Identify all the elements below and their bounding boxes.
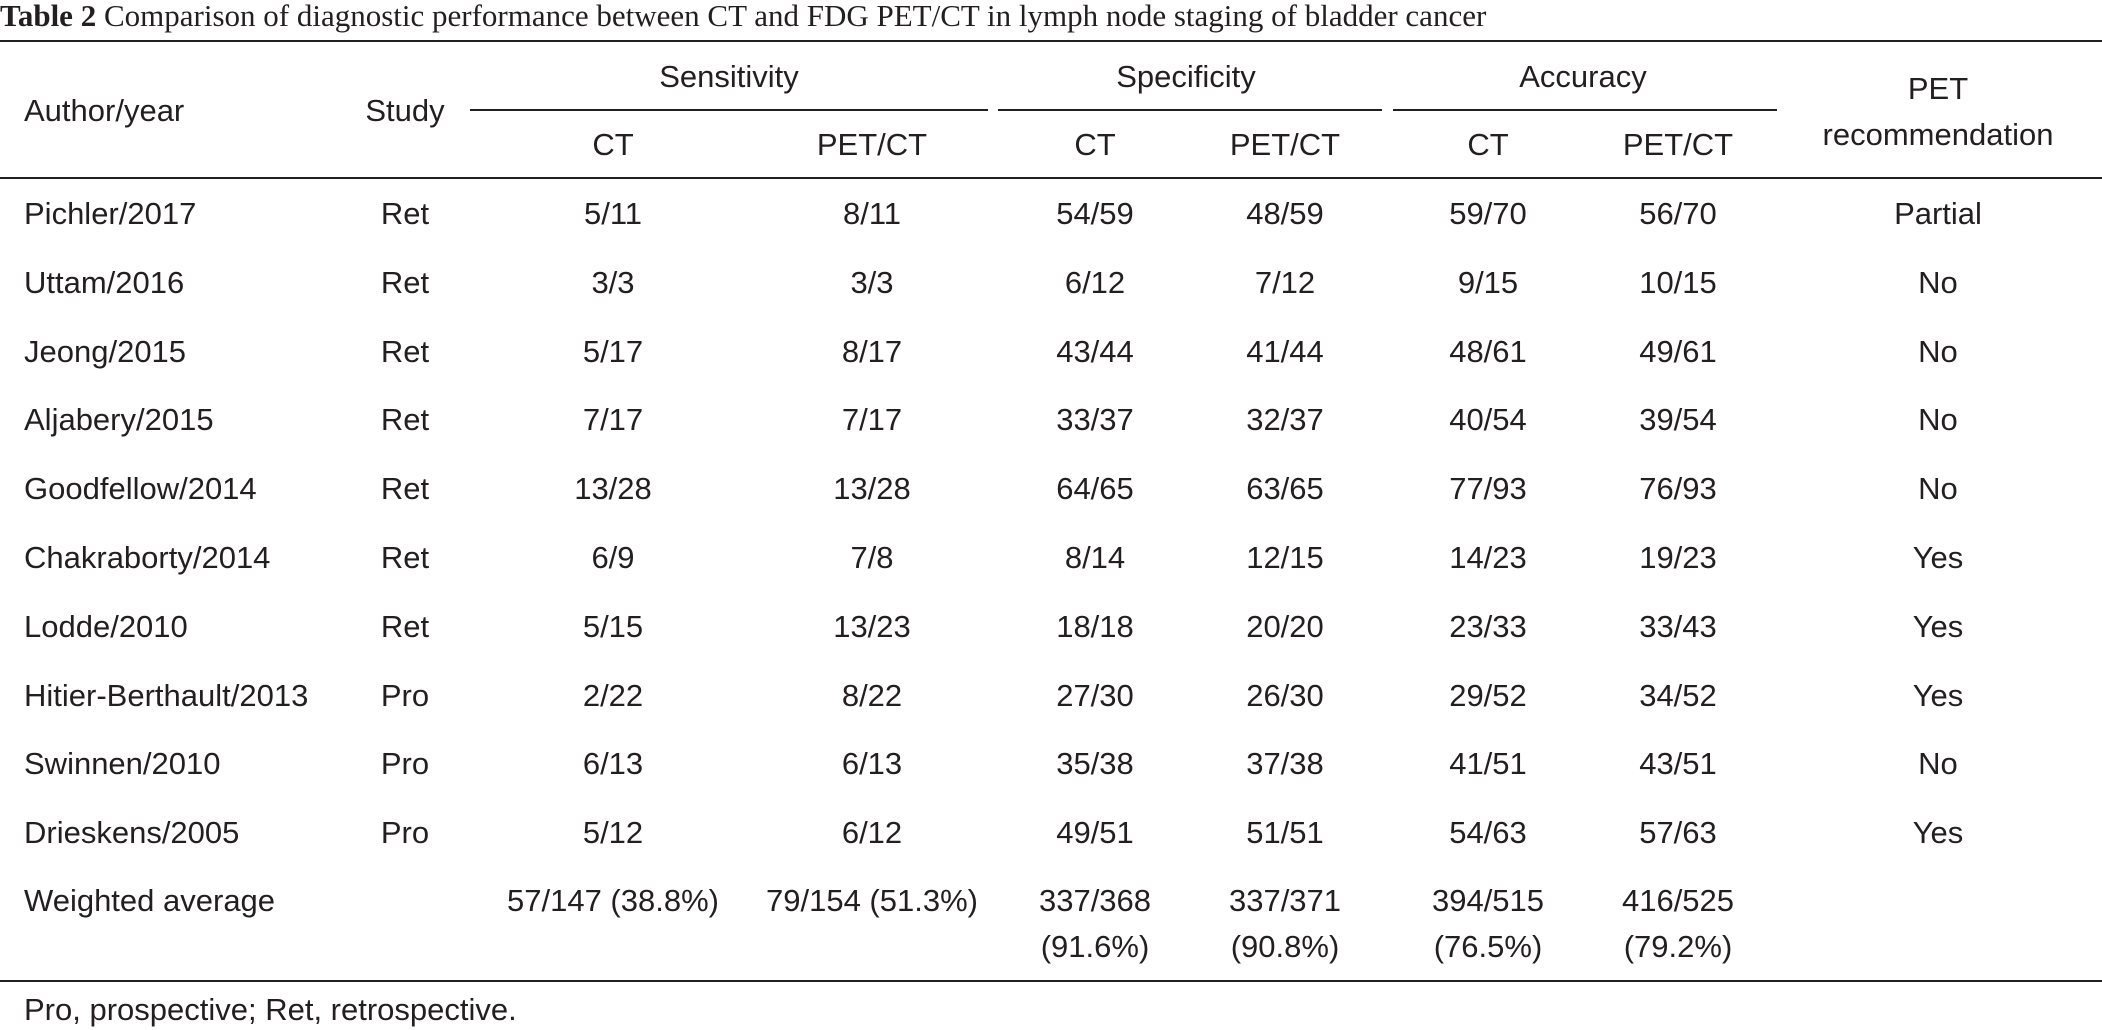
cell-sens-petct: 8/22	[841, 678, 903, 713]
cell-pet-recommendation: No	[1918, 471, 1958, 506]
cell-spec-petct: 63/65	[1246, 471, 1324, 506]
cell-spec-ct: 8/14	[1064, 540, 1126, 575]
cell-acc-ct: 77/93	[1449, 471, 1527, 506]
cell-acc-ct: 54/63	[1449, 815, 1527, 850]
cell-sens-petct: 3/3	[850, 265, 894, 300]
cell-author: Swinnen/2010	[24, 746, 221, 781]
cell-acc-ct: 40/54	[1449, 402, 1527, 437]
footnote: Pro, prospective; Ret, retrospective.	[24, 992, 517, 1027]
cell-spec-ct: 49/51	[1056, 815, 1134, 850]
cell-acc-petct: 33/43	[1639, 609, 1717, 644]
cell-spec-ct: 35/38	[1056, 746, 1134, 781]
cell-sens-ct: 5/17	[582, 334, 644, 369]
cell-acc-petct: 43/51	[1639, 746, 1717, 781]
cell-study: Pro	[380, 815, 430, 850]
cell-sens-ct: 5/15	[582, 609, 644, 644]
weighted-spec-petct-value: 337/371	[1228, 883, 1342, 918]
cell-pet-recommendation: No	[1918, 746, 1958, 781]
cell-sens-petct: 8/11	[842, 196, 902, 231]
cell-pet-recommendation: Yes	[1912, 815, 1964, 850]
cell-study: Ret	[380, 402, 430, 437]
table-label: Table 2	[0, 0, 97, 33]
cell-spec-ct: 6/12	[1064, 265, 1126, 300]
weighted-sens-ct: 57/147 (38.8%)	[507, 883, 719, 918]
header-pet-line2: recommendation	[1822, 117, 2054, 152]
cell-pet-recommendation: Yes	[1912, 540, 1964, 575]
cell-sens-petct: 7/8	[850, 540, 894, 575]
cell-spec-ct: 18/18	[1056, 609, 1134, 644]
cell-acc-ct: 59/70	[1449, 196, 1527, 231]
header-study: Study	[365, 93, 445, 128]
cell-study: Pro	[380, 678, 430, 713]
cell-spec-ct: 54/59	[1056, 196, 1134, 231]
cell-author: Pichler/2017	[24, 196, 197, 231]
cell-sens-ct: 5/11	[583, 196, 643, 231]
cell-acc-petct: 39/54	[1639, 402, 1717, 437]
header-acc-ct: CT	[1467, 127, 1509, 162]
cell-author: Chakraborty/2014	[24, 540, 271, 575]
cell-sens-petct: 8/17	[841, 334, 903, 369]
header-sens-petct: PET/CT	[816, 127, 928, 162]
cell-sens-ct: 3/3	[591, 265, 635, 300]
cell-author: Jeong/2015	[24, 334, 187, 369]
cell-pet-recommendation: Yes	[1912, 609, 1964, 644]
cell-acc-ct: 23/33	[1449, 609, 1527, 644]
cell-acc-petct: 57/63	[1639, 815, 1717, 850]
table-title: Comparison of diagnostic performance between CT and FDG PET/CT in lymph node staging of bladder cancer	[96, 0, 1487, 33]
cell-author: Goodfellow/2014	[24, 471, 257, 506]
cell-spec-petct: 51/51	[1246, 815, 1324, 850]
cell-study: Pro	[380, 746, 430, 781]
header-spec-ct: CT	[1074, 127, 1116, 162]
cell-spec-petct: 12/15	[1246, 540, 1324, 575]
cell-sens-ct: 13/28	[574, 471, 652, 506]
cell-sens-petct: 6/13	[841, 746, 903, 781]
cell-acc-petct: 56/70	[1639, 196, 1717, 231]
cell-acc-petct: 49/61	[1639, 334, 1717, 369]
cell-sens-petct: 13/23	[833, 609, 911, 644]
cell-pet-recommendation: Partial	[1894, 196, 1982, 231]
cell-pet-recommendation: No	[1918, 334, 1958, 369]
weighted-spec-ct-value: 337/368	[1038, 883, 1152, 918]
cell-spec-petct: 41/44	[1246, 334, 1324, 369]
weighted-spec-ct-percent: (91.6%)	[1040, 929, 1150, 964]
cell-study: Ret	[380, 540, 430, 575]
weighted-label: Weighted average	[24, 883, 276, 918]
cell-sens-petct: 7/17	[841, 402, 903, 437]
cell-sens-petct: 6/12	[841, 815, 903, 850]
header-specificity: Specificity	[1116, 59, 1256, 94]
cell-author: Aljabery/2015	[24, 402, 214, 437]
cell-sens-ct: 2/22	[582, 678, 644, 713]
cell-acc-ct: 48/61	[1449, 334, 1527, 369]
cell-sens-ct: 7/17	[582, 402, 644, 437]
bottom-rule	[0, 980, 2102, 982]
weighted-acc-petct-percent: (79.2%)	[1623, 929, 1733, 964]
cell-spec-ct: 33/37	[1056, 402, 1134, 437]
header-author: Author/year	[24, 93, 185, 128]
cell-study: Ret	[380, 471, 430, 506]
cell-acc-petct: 10/15	[1639, 265, 1717, 300]
sensitivity-rule	[470, 109, 988, 111]
cell-spec-petct: 32/37	[1246, 402, 1324, 437]
weighted-acc-ct-percent: (76.5%)	[1433, 929, 1543, 964]
header-acc-petct: PET/CT	[1622, 127, 1734, 162]
cell-author: Lodde/2010	[24, 609, 188, 644]
cell-spec-ct: 27/30	[1056, 678, 1134, 713]
cell-author: Uttam/2016	[24, 265, 185, 300]
header-sensitivity: Sensitivity	[659, 59, 799, 94]
weighted-spec-petct-percent: (90.8%)	[1230, 929, 1340, 964]
cell-spec-ct: 43/44	[1056, 334, 1134, 369]
cell-acc-ct: 41/51	[1449, 746, 1527, 781]
cell-study: Ret	[380, 609, 430, 644]
cell-acc-petct: 19/23	[1639, 540, 1717, 575]
cell-spec-petct: 37/38	[1246, 746, 1324, 781]
cell-spec-petct: 20/20	[1246, 609, 1324, 644]
accuracy-rule	[1393, 109, 1777, 111]
cell-pet-recommendation: No	[1918, 265, 1958, 300]
weighted-acc-ct-value: 394/515	[1431, 883, 1545, 918]
cell-acc-petct: 34/52	[1639, 678, 1717, 713]
cell-author: Hitier-Berthault/2013	[24, 678, 309, 713]
cell-study: Ret	[380, 334, 430, 369]
cell-spec-petct: 7/12	[1254, 265, 1316, 300]
cell-study: Ret	[380, 196, 430, 231]
cell-study: Ret	[380, 265, 430, 300]
specificity-rule	[998, 109, 1382, 111]
cell-spec-petct: 48/59	[1246, 196, 1324, 231]
header-pet-line1: PET	[1907, 71, 1969, 106]
header-accuracy: Accuracy	[1519, 59, 1647, 94]
cell-sens-petct: 13/28	[833, 471, 911, 506]
cell-acc-petct: 76/93	[1639, 471, 1717, 506]
table-caption	[0, 0, 2102, 36]
cell-acc-ct: 29/52	[1449, 678, 1527, 713]
header-rule	[0, 177, 2102, 179]
cell-acc-ct: 9/15	[1457, 265, 1519, 300]
cell-sens-ct: 5/12	[582, 815, 644, 850]
cell-author: Drieskens/2005	[24, 815, 240, 850]
header-spec-petct: PET/CT	[1229, 127, 1341, 162]
cell-pet-recommendation: Yes	[1912, 678, 1964, 713]
cell-pet-recommendation: No	[1918, 402, 1958, 437]
cell-sens-ct: 6/13	[582, 746, 644, 781]
weighted-acc-petct-value: 416/525	[1621, 883, 1735, 918]
top-rule	[0, 40, 2102, 42]
cell-spec-petct: 26/30	[1246, 678, 1324, 713]
cell-spec-ct: 64/65	[1056, 471, 1134, 506]
header-sens-ct: CT	[592, 127, 634, 162]
cell-acc-ct: 14/23	[1449, 540, 1527, 575]
weighted-sens-petct: 79/154 (51.3%)	[766, 883, 978, 918]
cell-sens-ct: 6/9	[591, 540, 635, 575]
